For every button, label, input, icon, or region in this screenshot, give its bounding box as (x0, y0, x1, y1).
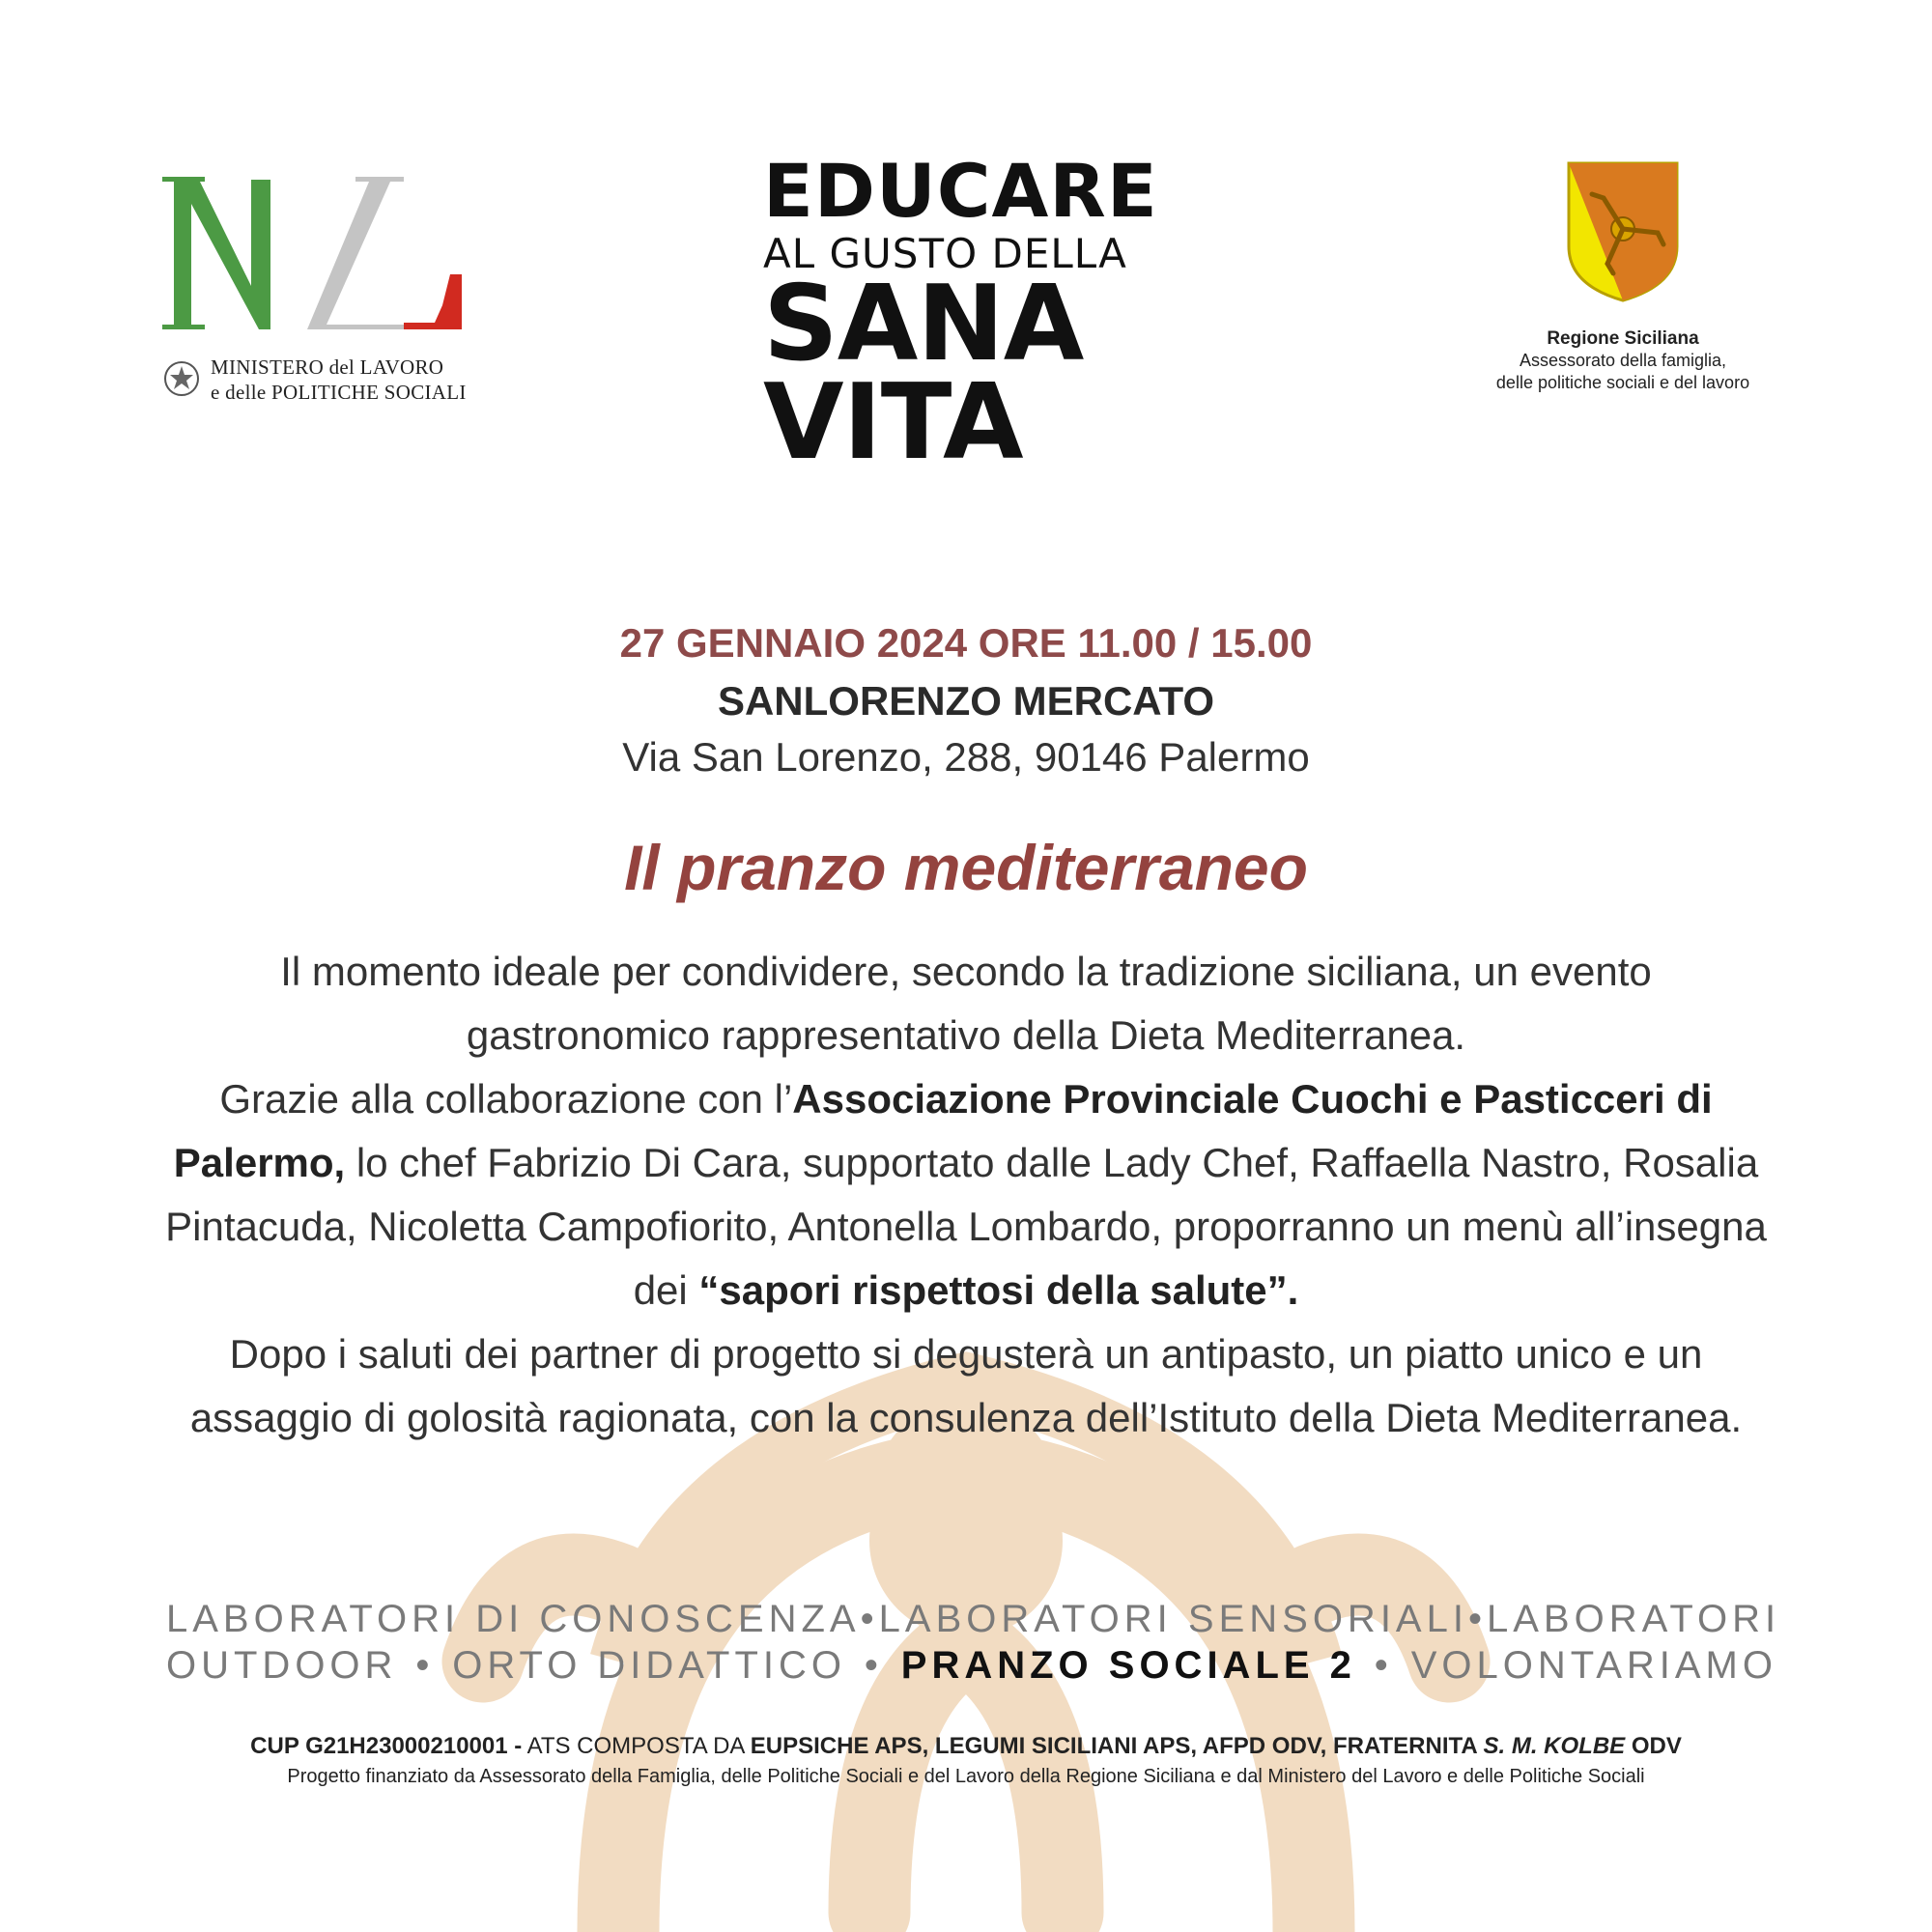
event-title: Il pranzo mediterraneo (624, 832, 1308, 903)
description-paragraph-1: Il momento ideale per condividere, secondo la tradizione siciliana, un evento gastronomico rappresentativo della Dieta Mediterranea. (280, 949, 1652, 1058)
bullet-separator: • (860, 1598, 879, 1640)
footer-kolbe: S. M. KOLBE (1483, 1733, 1626, 1759)
footer-funding: Progetto finanziato da Assessorato della Famiglia, delle Politiche Sociali e del Lavoro della Regione Siciliana e dal Ministero del Lavoro e delle Politiche Sociali (287, 1766, 1645, 1787)
ministry-ml-mark (162, 160, 471, 344)
ministry-logo (155, 155, 473, 406)
footer (0, 1733, 1932, 1788)
footer-project-code (0, 1733, 1932, 1760)
description-p2-pre: Grazie alla collaborazione con l’ (219, 1076, 793, 1122)
emblem-icon (162, 359, 201, 398)
event-address: Via San Lorenzo, 288, 90146 Palermo (622, 734, 1310, 780)
activity-item: ORTO DIDATTICO (452, 1644, 846, 1687)
footer-cup: CUP G21H23000210001 - (250, 1733, 523, 1759)
activities-list (166, 1596, 1781, 1689)
activity-item-current: PRANZO SOCIALE 2 (900, 1644, 1356, 1687)
campaign-title (763, 148, 1179, 483)
activities-row-1 (166, 1596, 1781, 1642)
activity-item: OUTDOOR (166, 1644, 398, 1687)
footer-partners: EUPSICHE APS, LEGUMI SICILIANI APS, AFPD ODV, FRATERNITA (750, 1733, 1484, 1759)
event-venue: SANLORENZO MERCATO (717, 678, 1215, 724)
activity-item: LABORATORI (1487, 1598, 1781, 1640)
bullet-separator: • (864, 1644, 883, 1687)
title-line-1: EDUCARE (763, 148, 1158, 234)
title-line-4: VITA (763, 362, 1023, 483)
sicily-shield-icon (1565, 159, 1681, 304)
description-p2-mid: lo chef Fabrizio Di Cara, supportato dalle Lady Chef, Raffaella Nastro, Rosalia Pintacuda, Nicoletta Campofiorito, Antonella Lombardo, proporranno un menù all’insegna dei (165, 1140, 1767, 1313)
regione-name: Regione Siciliana (1547, 328, 1699, 349)
description-p2-association: Associazione Provinciale Cuochi e Pasticceri di Palermo, (173, 1076, 1713, 1185)
regione-subtitle-1: Assessorato della famiglia, (1519, 351, 1727, 370)
regione-logo (1459, 159, 1787, 411)
footer-ats: ATS COMPOSTA DA (522, 1733, 751, 1759)
title-line-2: AL GUSTO DELLA (763, 230, 1127, 277)
activity-item: LABORATORI SENSORIALI (878, 1598, 1468, 1640)
event-description (164, 940, 1768, 1450)
activities-row-2 (166, 1642, 1777, 1689)
activity-item: VOLONTARIAMO (1410, 1644, 1777, 1687)
description-paragraph-3: Dopo i saluti dei partner di progetto si degusterà un antipasto, un piatto unico e un assaggio di golosità ragionata, con la consulenza dell’Istituto della Dieta Mediterranea. (189, 1331, 1743, 1440)
footer-odv: ODV (1625, 1733, 1682, 1759)
bullet-separator: • (415, 1644, 435, 1687)
ministry-line2: e delle POLITICHE SOCIALI (211, 381, 467, 404)
description-paragraph-2 (164, 1067, 1768, 1322)
activity-item: LABORATORI DI CONOSCENZA (166, 1598, 861, 1640)
bullet-separator: • (1374, 1644, 1393, 1687)
event-date: 27 GENNAIO 2024 ORE 11.00 / 15.00 (619, 620, 1313, 666)
regione-subtitle-2: delle politiche sociali e del lavoro (1495, 372, 1750, 392)
description-p2-slogan: “sapori rispettosi della salute”. (698, 1267, 1299, 1313)
bullet-separator: • (1467, 1598, 1487, 1640)
ministry-line1: MINISTERO del LAVORO (211, 355, 444, 379)
title-line-3: SANA (763, 264, 1084, 384)
